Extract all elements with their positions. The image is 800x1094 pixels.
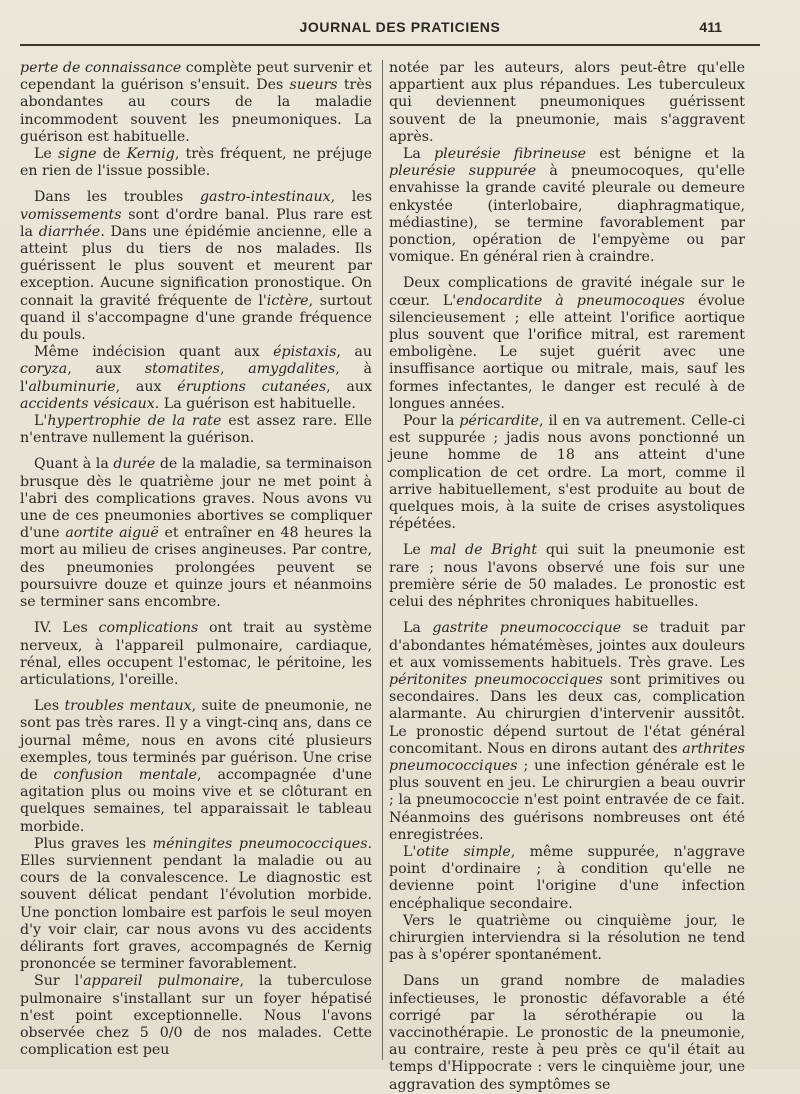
paragraph: L'otite simple, même suppurée, n'aggrave point d'ordinaire ; à condition qu'elle ne devienne point l'origine d'une infection encéphalique secondaire. bbox=[389, 843, 745, 912]
running-header bbox=[0, 19, 800, 45]
paragraph: Dans les troubles gastro-intestinaux, les vomissements sont d'ordre banal. Plus rare est la diarrhée. Dans une épidémie ancienne, elle a atteint plus du tiers de nos malades. Ils guérissent le plus souvent et meurent par exception. Aucune signification pronostique. On connait la gravité fréquente de l'ictère, surtout quand il s'accompagne d'une grande fréquence du pouls. bbox=[20, 189, 372, 344]
paragraph: Le mal de Bright qui suit la pneumonie est rare ; nous l'avons observé une fois sur une première série de 50 malades. Le pronostic est celui des néphrites chroniques habituelles. bbox=[389, 542, 746, 611]
paragraph: La gastrite pneumococcique se traduit par d'abondantes hématémèses, jointes aux douleurs et aux vomissements habituels. Très grave. Les péritonites pneumococciques sont primitives ou secondaires. Dans les deux cas, complication alarmante. Au chirurgien d'intervenir aussitôt. Le pronostic dépend surtout de l'état général concomitant. Nous en dirons autant des arthrites pneumococciques ; une infection générale est le plus souvent en jeu. Le chirurgien a beau ouvrir ; la pneumococcie n'est point entravée de ce fait. Néanmoins des guérisons nombreuses ont été enregistrées. bbox=[389, 620, 746, 843]
paragraph: Même indécision quant aux épistaxis, au coryza, aux stomatites, amygdalites, à l'albuminurie, aux éruptions cutanées, aux accidents vésicaux. La guérison est habituelle. bbox=[20, 344, 372, 412]
paragraph: La pleurésie fibrineuse est bénigne et la pleurésie suppurée à pneumocoques, qu'elle envahisse la grande cavité pleurale ou demeure enkystée (interlobaire, diaphragmatique, médiastine), se termine favorablement par ponction, opération de l'empyème ou par vomique. En général rien à craindre. bbox=[389, 146, 746, 266]
paragraph: L'hypertrophie de la rate est assez rare. Elle n'entrave nullement la guérison. bbox=[20, 413, 372, 447]
paragraph: Les troubles mentaux, suite de pneumonie, ne sont pas très rares. Il y a vingt-cinq ans, dans ce journal même, nous en avons cité plusieurs exemples, tous terminés par guérison. Une crise de confusion mentale, accompagnée d'une agitation plus ou moins vive et se clôturant en quelques semaines, tel apparaissait le tableau morbide. bbox=[20, 698, 372, 835]
paragraph: Quant à la durée de la maladie, sa terminaison brusque dès le quatrième jour ne met point à l'abri des complications graves. Nous avons vu une de ces pneumonies abortives se compliquer d'une aortite aiguë et entraîner en 48 heures la mort au milieu de crises angineuses. Par contre, des pneumonies prolongées peuvent se poursuivre douze et quinze jours et néanmoins se terminer sans encombre. bbox=[20, 456, 372, 611]
left-column bbox=[20, 60, 372, 1059]
paragraph: Plus graves les méningites pneumococciques. Elles surviennent pendant la maladie ou au cours de la convalescence. Le diagnostic est souvent délicat pendant l'évolution morbide. Une ponction lombaire est parfois le seul moyen d'y voir clair, car nous avons vu des accidents délirants fort graves, accompagnés de Kernig prononcée se terminer favorablement. bbox=[20, 835, 372, 973]
paragraph: Pour la péricardite, il en va autrement. Celle-ci est suppurée ; jadis nous avons ponctionné un jeune homme de 18 ans atteint d'une complication de cet ordre. La mort, comme il arrive habituellement, s'est produite au bout de quelques mois, à la suite de crises asystoliques répétées. bbox=[389, 413, 745, 533]
right-column bbox=[389, 60, 745, 1094]
page-number: 411 bbox=[699, 19, 722, 35]
paragraph: Vers le quatrième ou cinquième jour, le chirurgien interviendra si la résolution ne tend pas à s'opérer spontanément. bbox=[389, 912, 745, 964]
paragraph: perte de connaissance complète peut survenir et cependant la guérison s'ensuit. Des sueurs très abondantes au cours de la maladie incommodent souvent les pneumoniques. La guérison est habituelle. bbox=[20, 60, 372, 145]
paragraph: IV. Les complications ont trait au système nerveux, à l'appareil pulmonaire, cardiaque, rénal, elles occupent l'estomac, le péritoine, les articulations, l'oreille. bbox=[20, 620, 372, 688]
paragraph: notée par les auteurs, alors peut-être qu'elle appartient aux plus répandues. Les tuberculeux qui deviennent pneumoniques guérissent souvent de la pneumonie, mais s'aggravent après. bbox=[389, 60, 745, 145]
paragraph: Deux complications de gravité inégale sur le cœur. L'endocardite à pneumocoques évolue silencieusement ; elle atteint l'orifice aortique plus souvent que l'orifice mitral, est rarement emboligène. Le sujet guérit avec une insuffisance aortique ou mitrale, mais, sauf les formes infectantes, le danger est reculé à de longues années. bbox=[389, 275, 745, 412]
header-rule bbox=[20, 44, 760, 46]
paragraph: Dans un grand nombre de maladies infectieuses, le pronostic défavorable a été corrigé par la sérothérapie ou la vaccinothérapie. Le pronostic de la pneumonie, au contraire, reste à peu près ce qu'il était au temps d'Hippocrate : vers le cinquième jour, une aggravation des symptômes se bbox=[389, 973, 745, 1093]
journal-title: JOURNAL DES PRATICIENS bbox=[299, 19, 501, 35]
paragraph: Sur l'appareil pulmonaire, la tuberculose pulmonaire s'installant sur un foyer hépatisé n'est point exceptionnelle. Nous l'avons observée chez 5 0/0 de nos malades. Cette complication est peu bbox=[20, 973, 372, 1059]
paragraph: Le signe de Kernig, très fréquent, ne préjuge en rien de l'issue possible. bbox=[20, 146, 373, 180]
column-divider bbox=[382, 60, 383, 1060]
